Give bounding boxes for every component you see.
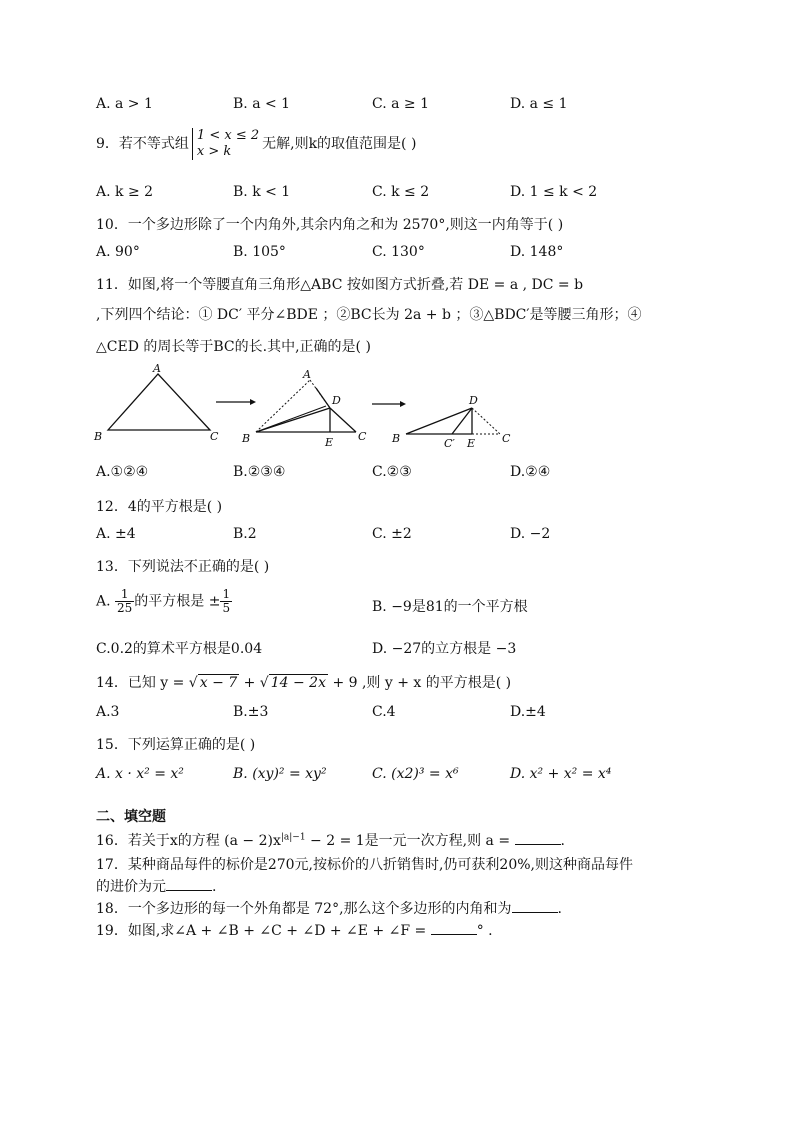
q15-stem: 15．下列运算正确的是( ) [96,737,256,753]
side-dc-2 [330,408,356,432]
q11-options [96,464,736,486]
q15-option-c: C. (x2)³ = x⁶ [372,766,459,782]
label-d-3: D [469,394,478,407]
dashed-dc-3 [472,408,500,434]
q12-options [96,526,736,548]
label-b-1: B [94,430,103,443]
q13-option-c: C.0.2的算术平方根是0.04 [96,641,263,657]
q14-option-b: B.±3 [233,704,269,720]
q16-stem: 16．若关于x的方程 $(a - 2)x^{|a|-1} - 2 = 1$是一元一次方程,则 a = . [96,832,565,849]
q12-stem: 12．4的平方根是( ) [96,499,223,515]
q15-option-d: D. x² + x² = x⁴ [510,766,612,782]
triangle-abc [108,374,210,430]
q17-stem-line1: 17．某种商品每件的标价是270元,按标价的八折销售时,仍可获利20%,则这种商品每件 [96,857,634,873]
q10-options [96,244,736,266]
q8-options [96,96,736,118]
label-c-2: C [358,430,367,443]
q11-stem-line1: 11．如图,将一个等腰直角三角形△ABC 按如图方式折叠,若 DE = a , DC = b [96,277,584,293]
q19-answer-blank[interactable] [431,922,477,935]
q11-option-a: A.①②④ [96,464,149,480]
q16-answer-blank[interactable] [515,832,561,845]
q15-options [96,766,736,788]
section-fill-in-blank-title: 二、填空题 [96,809,166,825]
arrow-1-head [250,399,256,405]
q11-option-b: B.②③④ [233,464,286,480]
q12-option-d: D. −2 [510,526,551,542]
q9-stem [96,128,416,160]
q12-option-c: C. ±2 [372,526,412,542]
q9-option-b: B. k < 1 [233,184,291,200]
q11-stem-line3: △CED 的周长等于BC的长.其中,正确的是( ) [96,339,371,355]
q14-option-c: C.4 [372,704,396,720]
q13-stem: 13．下列说法不正确的是( ) [96,559,270,575]
q19-stem: 19．如图,求∠A + ∠B + ∠C + ∠D + ∠E + ∠F = ° . [96,923,493,939]
q8-option-c: C. a ≥ 1 [372,96,429,112]
q14-option-a: A.3 [96,704,120,720]
q15-option-a: A. x · x² = x² [96,766,184,782]
side-ad-solid [316,388,330,408]
q9-option-a: A. k ≥ 2 [96,184,154,200]
q14-option-d: D.±4 [510,704,546,720]
label-d-2: D [332,394,341,407]
q8-option-b: B. a < 1 [233,96,291,112]
q12-option-b: B.2 [233,526,257,542]
q11-stem-line2: ,下列四个结论：① DC′ 平分∠BDE ；②BC长为 2a + b ；③△BDC′是等腰三角形；④ [96,307,642,323]
q10-stem: 10．一个多边形除了一个内角外,其余内角之和为 2570°,则这一内角等于( ) [96,217,564,233]
q18-stem: 18．一个多边形的每一个外角都是 72°,那么这个多边形的内角和为 . [96,901,562,917]
q11-option-d: D.②④ [510,464,551,480]
fold-dashed-ab [256,380,310,432]
arrow-2-head [400,401,406,407]
q10-option-b: B. 105° [233,244,286,260]
q9-option-c: C. k ≤ 2 [372,184,430,200]
q13-fraction-1-5: $\frac{1}{5}$ [222,587,231,615]
q14-radical-1: x − 7 [199,675,238,691]
q13-option-a: A. $\frac{1}{25}$ 的平方根是 ± $\frac{1}{5}$ [96,587,231,615]
q18-answer-blank[interactable] [512,900,558,913]
label-a-2: A [303,368,311,381]
q17-answer-blank[interactable] [166,878,212,891]
label-cp-3: C′ [444,437,455,450]
q14-stem: 14．已知 y = √ x − 7 + √ 14 − 2x + 9 ,则 y + x 的平方根是( ) [96,675,512,691]
label-b-3: B [392,432,401,445]
label-e-2: E [325,436,334,449]
q9-option-d: D. 1 ≤ k < 2 [510,184,598,200]
q13-option-b: B. −9是81的一个平方根 [372,599,528,615]
q8-option-d: D. a ≤ 1 [510,96,568,112]
q13-fraction-1-25: $\frac{1}{25}$ [117,587,133,615]
q11-folding-figure [90,362,530,454]
fold-line-bd2 [256,406,326,432]
label-c-1: C [210,430,219,443]
q14-radical-2: 14 − 2x [270,675,326,691]
q9-tail: 无解,则k的取值范围是( ) [262,136,417,152]
label-c-3: C [502,432,511,445]
q8-option-a: A. a > 1 [96,96,153,112]
q10-option-d: D. 148° [510,244,564,260]
q13-option-d: D. −27的立方根是 −3 [372,641,517,657]
q10-option-c: C. 130° [372,244,425,260]
q9-inequality-system: 1 < x ≤ 2 x > k [192,128,259,160]
label-b-2: B [242,432,251,445]
q9-lead: 9．若不等式组 [96,136,189,152]
q15-option-b: B. (xy)² = xy² [233,766,327,782]
q9-options [96,184,736,206]
q12-option-a: A. ±4 [96,526,136,542]
q17-stem-line2: 的进价为元 . [96,879,217,895]
q10-option-a: A. 90° [96,244,140,260]
q14-options [96,704,736,726]
label-e-3: E [467,437,476,450]
q11-option-c: C.②③ [372,464,412,480]
label-a-1: A [153,362,161,375]
